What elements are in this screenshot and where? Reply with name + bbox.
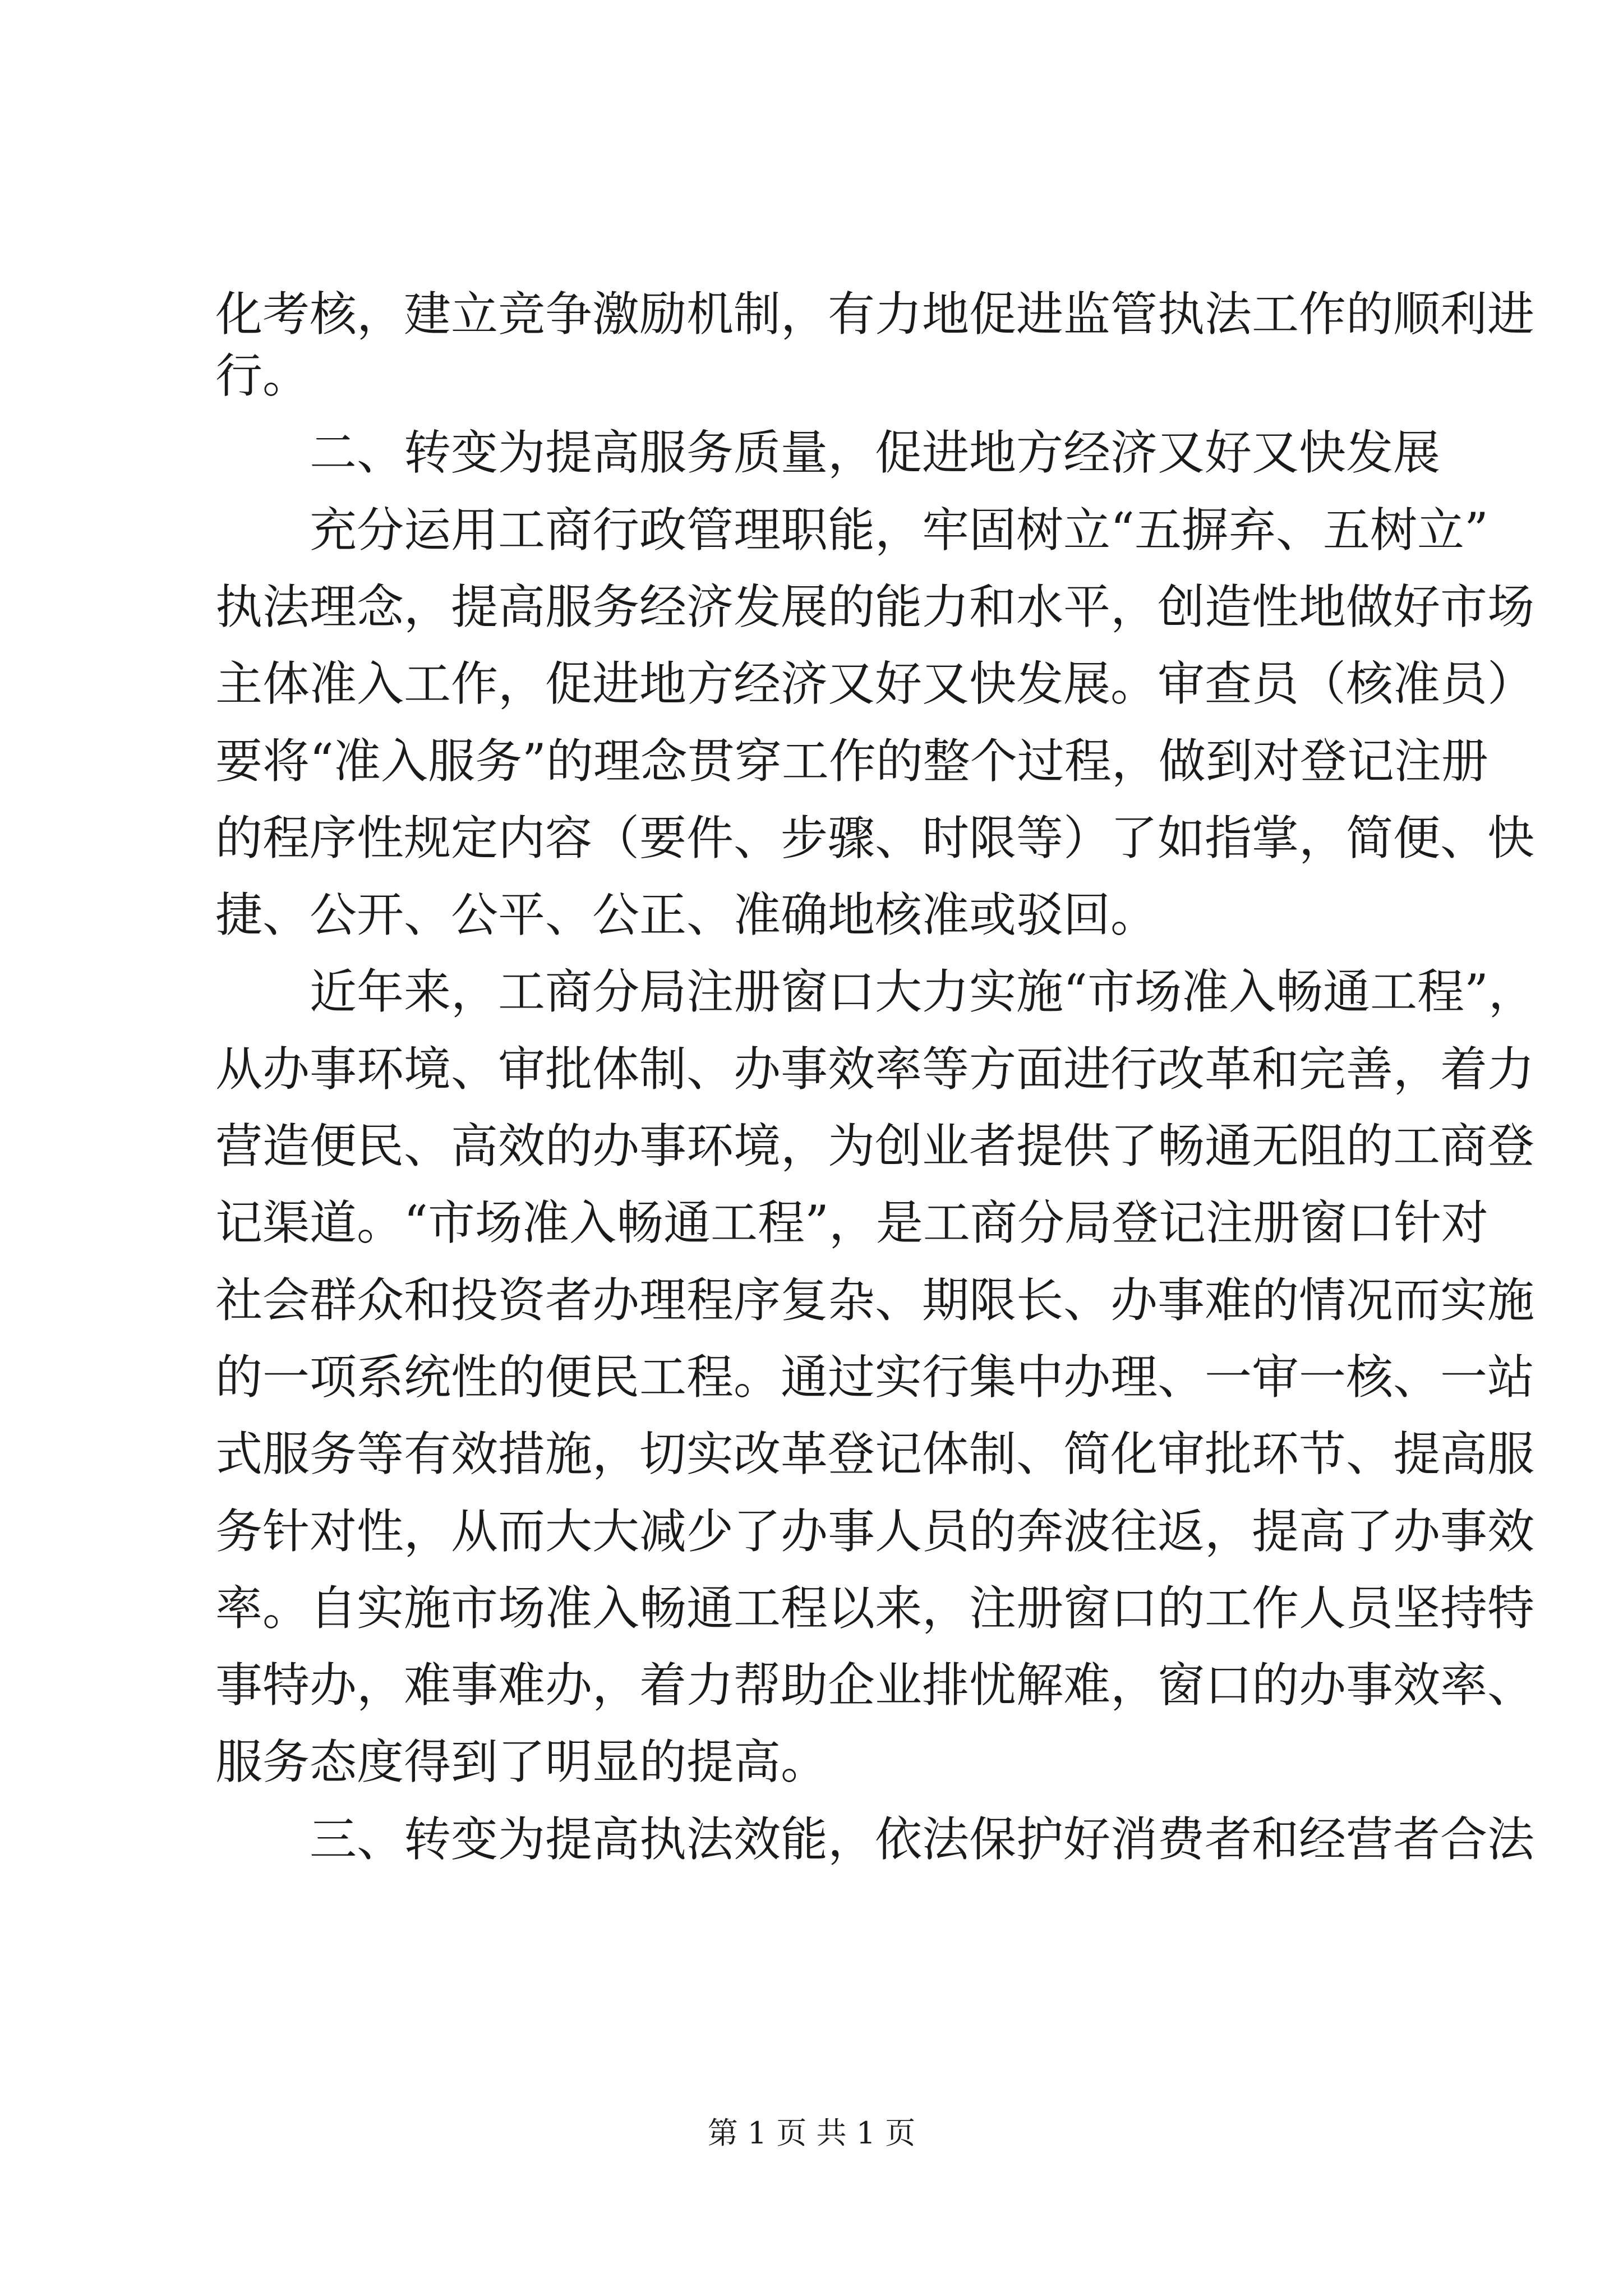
text-line: 率。自实施市场准入畅通工程以来，注册窗口的工作人员坚持特 bbox=[215, 1581, 1535, 1636]
text-line: 社会群众和投资者办理程序复杂、期限长、办事难的情况而实施 bbox=[215, 1273, 1535, 1328]
section-heading: 三、转变为提高执法效能，依法保护好消费者和经营者合法 bbox=[310, 1812, 1535, 1867]
text-line: 化考核，建立竞争激励机制，有力地促进监管执法工作的顺利进 bbox=[215, 287, 1535, 342]
text-line: 近年来，工商分局注册窗口大力实施“市场准入畅通工程”， bbox=[310, 964, 1536, 1019]
text-line: 主体准入工作，促进地方经济又好又快发展。审查员（核准员） bbox=[215, 656, 1535, 711]
text-line: 充分运用工商行政管理职能，牢固树立“五摒弃、五树立” bbox=[310, 503, 1488, 558]
text-line: 务针对性，从而大大减少了办事人员的奔波往返，提高了办事效 bbox=[215, 1504, 1535, 1559]
text-line: 式服务等有效措施，切实改革登记体制、简化审批环节、提高服 bbox=[215, 1427, 1535, 1481]
text-line: 的程序性规定内容（要件、步骤、时限等）了如指掌，简便、快 bbox=[215, 811, 1535, 866]
text-line: 从办事环境、审批体制、办事效率等方面进行改革和完善，着力 bbox=[215, 1042, 1535, 1097]
text-line: 营造便民、高效的办事环境，为创业者提供了畅通无阻的工商登 bbox=[215, 1119, 1535, 1174]
page-footer: 第 1 页 共 1 页 bbox=[707, 2115, 916, 2151]
text-line: 要将“准入服务”的理念贯穿工作的整个过程，做到对登记注册 bbox=[215, 734, 1488, 789]
text-line: 执法理念，提高服务经济发展的能力和水平，创造性地做好市场 bbox=[215, 579, 1535, 634]
text-line: 服务态度得到了明显的提高。 bbox=[215, 1734, 828, 1789]
text-line: 事特办，难事难办，着力帮助企业排忧解难，窗口的办事效率、 bbox=[215, 1658, 1535, 1713]
text-line: 记渠道。“市场准入畅通工程”，是工商分局登记注册窗口针对 bbox=[215, 1195, 1488, 1250]
text-line: 的一项系统性的便民工程。通过实行集中办理、一审一核、一站 bbox=[215, 1350, 1535, 1405]
section-heading: 二、转变为提高服务质量，促进地方经济又好又快发展 bbox=[310, 425, 1441, 480]
text-line: 行。 bbox=[215, 348, 310, 403]
text-line: 捷、公开、公平、公正、准确地核准或驳回。 bbox=[215, 887, 1158, 942]
